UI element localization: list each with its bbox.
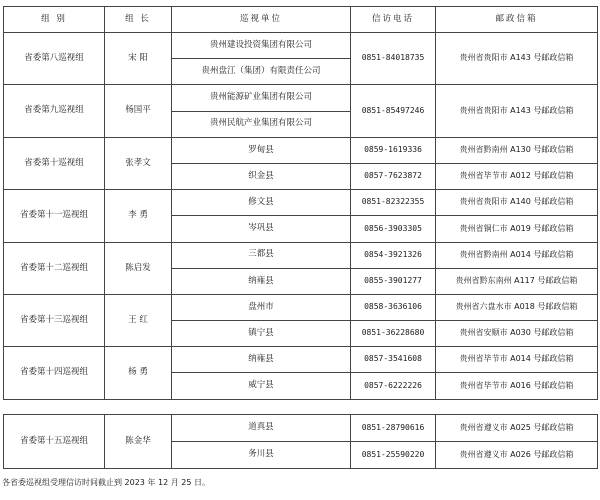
- group-name: 省委第十五巡视组: [4, 415, 105, 469]
- footnote: 各省委巡视组受理信访时间截止到 2023 年 12 月 25 日。: [2, 478, 210, 487]
- phone-cell: 0854-3921326: [351, 242, 436, 268]
- group-name: 省委第十一巡视组: [4, 190, 105, 242]
- mail-cell: 贵州省安顺市 A030 号邮政信箱: [436, 321, 598, 347]
- inspection-table: [3, 6, 598, 400]
- header-leader: 组 长: [105, 7, 172, 33]
- group-leader: 陈金华: [105, 415, 172, 469]
- unit-cell: 道真县: [172, 415, 351, 442]
- header-phone: 信访电话: [351, 7, 436, 33]
- header-unit: 巡视单位: [172, 7, 351, 33]
- table-row: [4, 33, 598, 59]
- mail-cell: 贵州省铜仁市 A019 号邮政信箱: [436, 216, 598, 242]
- phone-cell: 0851-28790616: [351, 415, 436, 442]
- phone-cell: 0851-85497246: [351, 85, 436, 137]
- unit-cell: 纳雍县: [172, 347, 351, 373]
- phone-cell: 0856-3903305: [351, 216, 436, 242]
- group-name: 省委第十二巡视组: [4, 242, 105, 294]
- mail-cell: 贵州省毕节市 A016 号邮政信箱: [436, 373, 598, 399]
- mail-cell: 贵州省贵阳市 A143 号邮政信箱: [436, 85, 598, 137]
- phone-cell: 0851-36228680: [351, 321, 436, 347]
- group-name: 省委第九巡视组: [4, 85, 105, 137]
- mail-cell: 贵州省遵义市 A025 号邮政信箱: [436, 415, 598, 442]
- table-header-row: [4, 7, 598, 33]
- phone-cell: 0851-84018735: [351, 33, 436, 85]
- table-row: [4, 242, 598, 268]
- table-row: [4, 294, 598, 320]
- unit-cell: 纳雍县: [172, 268, 351, 294]
- mail-cell: 贵州省黔南州 A130 号邮政信箱: [436, 137, 598, 163]
- phone-cell: 0859-1619336: [351, 137, 436, 163]
- unit-cell: 镇宁县: [172, 321, 351, 347]
- unit-cell: 贵州盘江（集团）有限责任公司: [172, 59, 351, 85]
- unit-cell: 贵州建设投资集团有限公司: [172, 33, 351, 59]
- unit-cell: 织金县: [172, 163, 351, 189]
- unit-cell: 务川县: [172, 442, 351, 469]
- phone-cell: 0857-3541608: [351, 347, 436, 373]
- unit-cell: 贵州能源矿业集团有限公司: [172, 85, 351, 111]
- group-leader: 杨国平: [105, 85, 172, 137]
- unit-cell: 罗甸县: [172, 137, 351, 163]
- mail-cell: 贵州省毕节市 A012 号邮政信箱: [436, 163, 598, 189]
- mail-cell: 贵州省贵阳市 A140 号邮政信箱: [436, 190, 598, 216]
- phone-cell: 0858-3636106: [351, 294, 436, 320]
- header-group: 组 别: [4, 7, 105, 33]
- mail-cell: 贵州省黔南州 A014 号邮政信箱: [436, 242, 598, 268]
- header-mail: 邮政信箱: [436, 7, 598, 33]
- group-leader: 宋 阳: [105, 33, 172, 85]
- table-row: [4, 137, 598, 163]
- group-name: 省委第八巡视组: [4, 33, 105, 85]
- phone-cell: 0857-6222226: [351, 373, 436, 399]
- mail-cell: 贵州省毕节市 A014 号邮政信箱: [436, 347, 598, 373]
- mail-cell: 贵州省黔东南州 A117 号邮政信箱: [436, 268, 598, 294]
- table-row: [4, 190, 598, 216]
- table-row: [4, 347, 598, 373]
- group-leader: 张孝文: [105, 137, 172, 189]
- table-row: [4, 85, 598, 111]
- unit-cell: 岑巩县: [172, 216, 351, 242]
- group-leader: 王 红: [105, 294, 172, 346]
- phone-cell: 0851-25590220: [351, 442, 436, 469]
- group-name: 省委第十三巡视组: [4, 294, 105, 346]
- group-name: 省委第十巡视组: [4, 137, 105, 189]
- unit-cell: 盘州市: [172, 294, 351, 320]
- unit-cell: 贵州民航产业集团有限公司: [172, 111, 351, 137]
- phone-cell: 0851-82322355: [351, 190, 436, 216]
- inspection-table-continued: [3, 414, 598, 469]
- group-name: 省委第十四巡视组: [4, 347, 105, 399]
- mail-cell: 贵州省遵义市 A026 号邮政信箱: [436, 442, 598, 469]
- unit-cell: 威宁县: [172, 373, 351, 399]
- group-leader: 杨 勇: [105, 347, 172, 399]
- phone-cell: 0857-7623872: [351, 163, 436, 189]
- table-row: [4, 415, 598, 442]
- unit-cell: 三都县: [172, 242, 351, 268]
- group-leader: 陈启发: [105, 242, 172, 294]
- mail-cell: 贵州省六盘水市 A018 号邮政信箱: [436, 294, 598, 320]
- mail-cell: 贵州省贵阳市 A143 号邮政信箱: [436, 33, 598, 85]
- group-leader: 李 勇: [105, 190, 172, 242]
- phone-cell: 0855-3901277: [351, 268, 436, 294]
- unit-cell: 修文县: [172, 190, 351, 216]
